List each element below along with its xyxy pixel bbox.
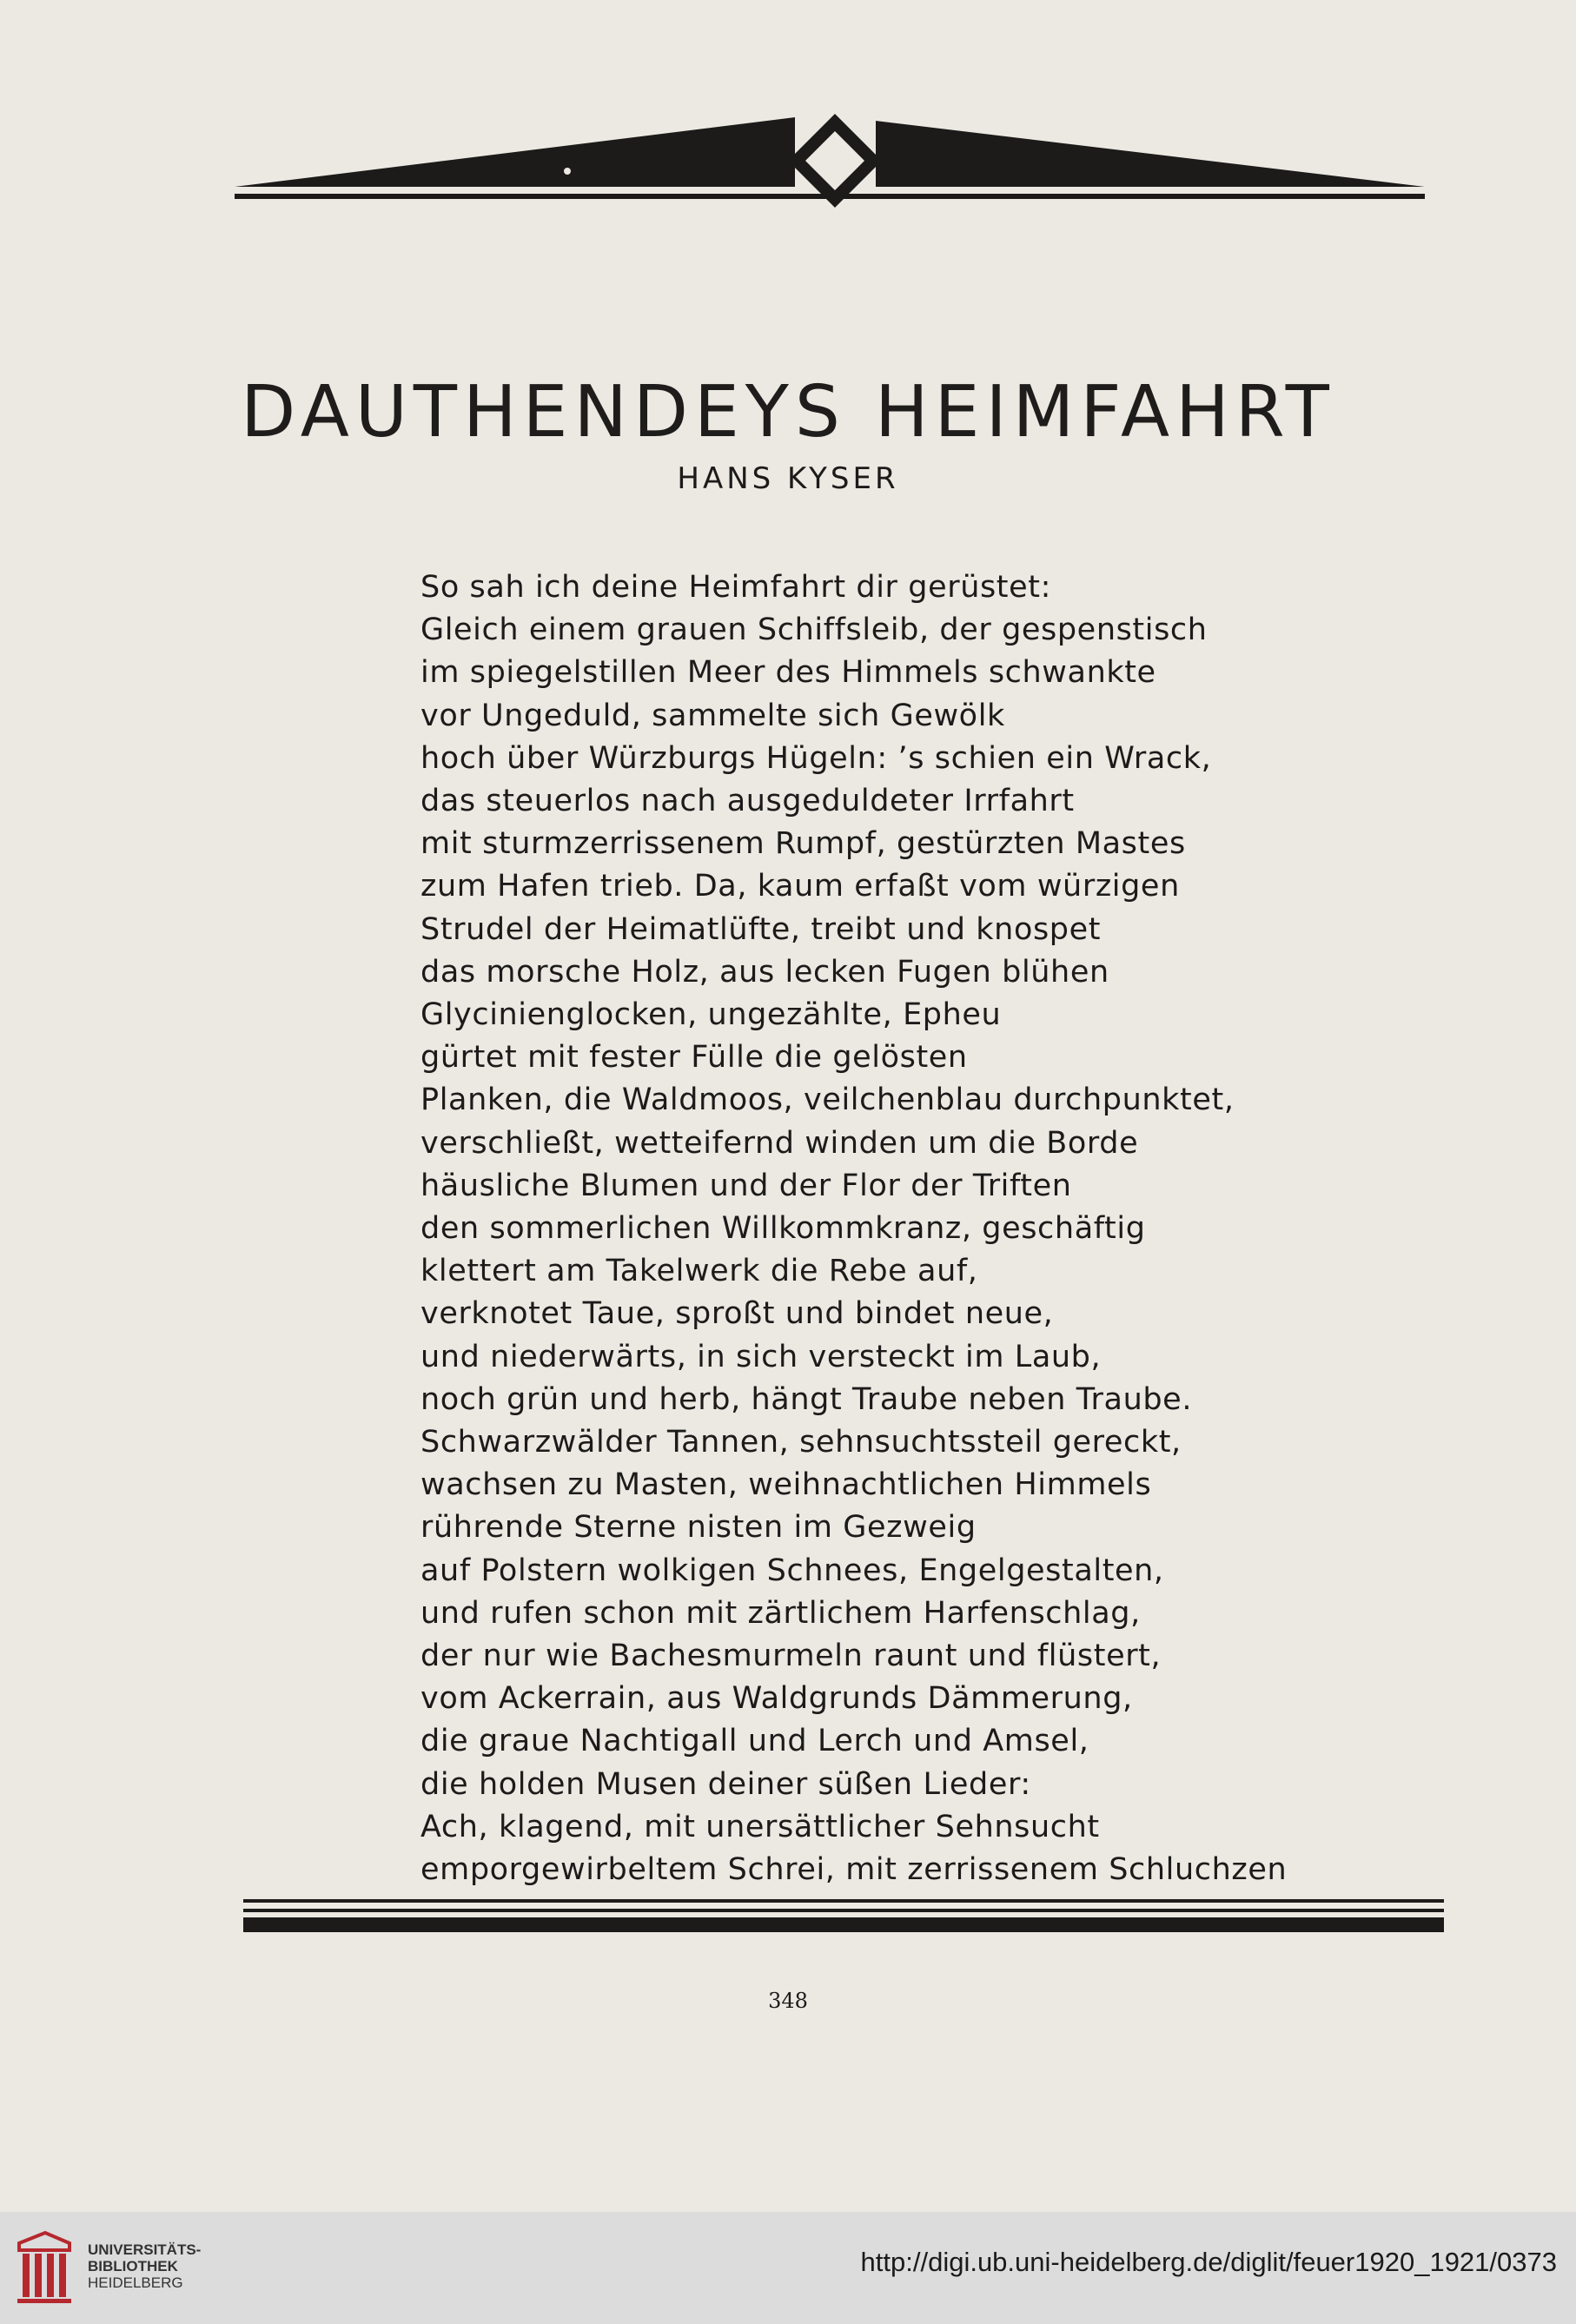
library-name-line1: UNIVERSITÄTS-	[88, 2241, 202, 2258]
poem-line: Glycinienglocken, ungezählte, Epheu	[420, 997, 1002, 1033]
poem-line: noch grün und herb, hängt Traube neben Traube.	[420, 1381, 1193, 1417]
library-name-line2: BIBLIOTHEK	[88, 2258, 178, 2274]
poem-line: im spiegelstillen Meer des Himmels schwankte	[420, 655, 1156, 691]
poem-line: wachsen zu Masten, weihnachtlichen Himmels	[420, 1467, 1152, 1503]
poem-line: den sommerlichen Willkommkranz, geschäftig	[420, 1211, 1146, 1247]
poem-line: Schwarzwälder Tannen, sehnsuchtssteil gereckt,	[420, 1425, 1182, 1460]
poem-line: zum Hafen trieb. Da, kaum erfaßt vom würzigen	[420, 869, 1180, 904]
poem-line: gürtet mit fester Fülle die gelösten	[420, 1040, 968, 1076]
poem-line: häusliche Blumen und der Flor der Triften	[420, 1168, 1072, 1203]
author-name: HANS KYSER	[677, 461, 899, 496]
digitization-footer	[0, 2212, 1576, 2324]
library-name-line3: HEIDELBERG	[88, 2274, 183, 2291]
poem-line: das steuerlos nach ausgeduldeter Irrfahrt	[420, 784, 1075, 819]
poem-line: und rufen schon mit zärtlichem Harfenschlag,	[420, 1595, 1141, 1631]
poem-line: verschließt, wetteifernd winden um die Borde	[420, 1125, 1139, 1161]
poem-line: klettert am Takelwerk die Rebe auf,	[420, 1254, 978, 1289]
poem-line: Strudel der Heimatlüfte, treibt und knospet	[420, 911, 1102, 947]
poem-line: der nur wie Bachesmurmeln raunt und flüstert,	[420, 1639, 1162, 1674]
poem-line: Ach, klagend, mit unersättlicher Sehnsucht	[420, 1809, 1100, 1844]
poem-line: vor Ungeduld, sammelte sich Gewölk	[420, 698, 1005, 733]
poem-line: vom Ackerrain, aus Waldgrunds Dämmerung,	[420, 1681, 1133, 1717]
library-logo-icon	[14, 2231, 75, 2304]
poem-line: die holden Musen deiner süßen Lieder:	[420, 1766, 1031, 1802]
poem-line: emporgewirbeltem Schrei, mit zerrissenem Schluchzen	[420, 1852, 1288, 1888]
page-number: 348	[768, 1989, 808, 2013]
poem-line: verknotet Taue, sproßt und bindet neue,	[420, 1296, 1054, 1332]
poem-line: Gleich einem grauen Schiffsleib, der gespenstisch	[420, 612, 1208, 648]
poem-line: Planken, die Waldmoos, veilchenblau durchpunktet,	[420, 1083, 1235, 1118]
poem-line: hoch über Würzburgs Hügeln: ’s schien ein Wrack,	[420, 740, 1212, 776]
poem-line: und niederwärts, in sich versteckt im Laub,	[420, 1339, 1102, 1374]
poem-line: rührende Sterne nisten im Gezweig	[420, 1510, 977, 1546]
bottom-rule	[243, 1899, 1444, 1934]
poem-line: So sah ich deine Heimfahrt dir gerüstet:	[420, 570, 1051, 605]
poem-line: das morsche Holz, aus lecken Fugen blühen	[420, 954, 1109, 990]
source-url-link[interactable]: http://digi.ub.uni-heidelberg.de/diglit/feuer1920_1921/0373	[860, 2247, 1557, 2277]
library-name	[88, 2241, 201, 2291]
poem-line: die graue Nachtigall und Lerch und Amsel,	[420, 1724, 1089, 1759]
article-title: DAUTHENDEYS HEIMFAHRT	[241, 370, 1335, 454]
top-ornament	[235, 109, 1425, 213]
poem-text	[420, 566, 1463, 1891]
poem-line: mit sturmzerrissenem Rumpf, gestürzten Mastes	[420, 826, 1186, 862]
poem-line: auf Polstern wolkigen Schnees, Engelgestalten,	[420, 1553, 1164, 1588]
